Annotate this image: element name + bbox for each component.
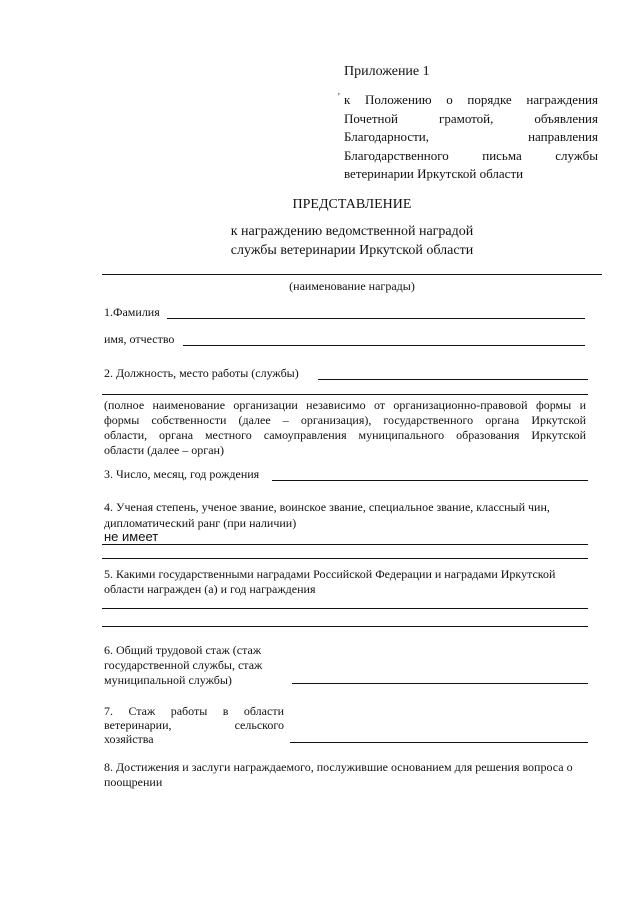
award-caption: (наименование награды) (289, 279, 415, 293)
vet-experience-label-line-1: 7. Стаж работы в области (104, 704, 284, 718)
experience-field[interactable] (292, 683, 588, 684)
name-label: имя, отчество (104, 332, 175, 346)
birth-date-field[interactable] (272, 480, 588, 481)
appendix-line-4: Благодарственного письма службы (344, 148, 598, 163)
awards-label-line-1: 5. Какими государственными наградами Российской Федерации и наградами Иркутской (104, 567, 556, 581)
surname-label: 1.Фамилия (104, 305, 160, 319)
awards-field-line-2[interactable] (102, 626, 588, 627)
name-field[interactable] (183, 345, 585, 346)
organization-note: (полное наименование организации независимо от организационно-правовой формы и формы собственности (далее – организация), государственного органа Иркутской области, органа местного самоуправления муниципального образования Иркутской области (далее – орган) (104, 398, 586, 457)
page-title: ПРЕДСТАВЛЕНИЕ (292, 197, 412, 212)
vet-experience-field[interactable] (290, 742, 588, 743)
achievements-label-line-1: 8. Достижения и заслуги награждаемого, послужившие основанием для решения вопроса о (104, 760, 573, 774)
appendix-number: Приложение 1 (344, 64, 430, 79)
appendix-line-5: ветеринарии Иркутской области (344, 166, 524, 181)
position-field[interactable] (318, 379, 588, 380)
degree-field-line-2[interactable] (102, 558, 588, 559)
position-label: 2. Должность, место работы (службы) (104, 366, 299, 380)
experience-label-line-3: муниципальной службы) (104, 673, 232, 687)
degree-field[interactable] (102, 544, 588, 545)
degree-label-line-1: 4. Ученая степень, ученое звание, воинское звание, специальное звание, классный чин, (104, 500, 550, 514)
achievements-label-line-2: поощрении (104, 775, 163, 789)
appendix-line-1: к Положению о порядке награждения (344, 92, 598, 107)
degree-value[interactable]: не имеет (104, 529, 159, 544)
subtitle-line-1: к награждению ведомственной наградой (230, 224, 474, 239)
birth-date-label: 3. Число, месяц, год рождения (104, 467, 260, 481)
appendix-line-2: Почетной грамотой, объявления (344, 111, 598, 126)
appendix-mark: ' (338, 92, 340, 103)
degree-label-line-2: дипломатический ранг (при наличии) (104, 516, 297, 530)
surname-field[interactable] (167, 318, 585, 319)
awards-label-line-2: области награжден (а) и год награждения (104, 582, 316, 596)
awards-field[interactable] (102, 608, 588, 609)
experience-label-line-2: государственной службы, стаж (104, 658, 263, 672)
appendix-line-3: Благодарности, направления (344, 129, 598, 144)
vet-experience-label-line-2: ветеринарии, сельского (104, 718, 284, 732)
vet-experience-label-line-3: хозяйства (104, 732, 154, 746)
experience-label-line-1: 6. Общий трудовой стаж (стаж (104, 643, 262, 657)
position-field-line-2[interactable] (102, 394, 588, 395)
award-name-line[interactable] (102, 274, 602, 275)
subtitle-line-2: службы ветеринарии Иркутской области (230, 243, 474, 258)
